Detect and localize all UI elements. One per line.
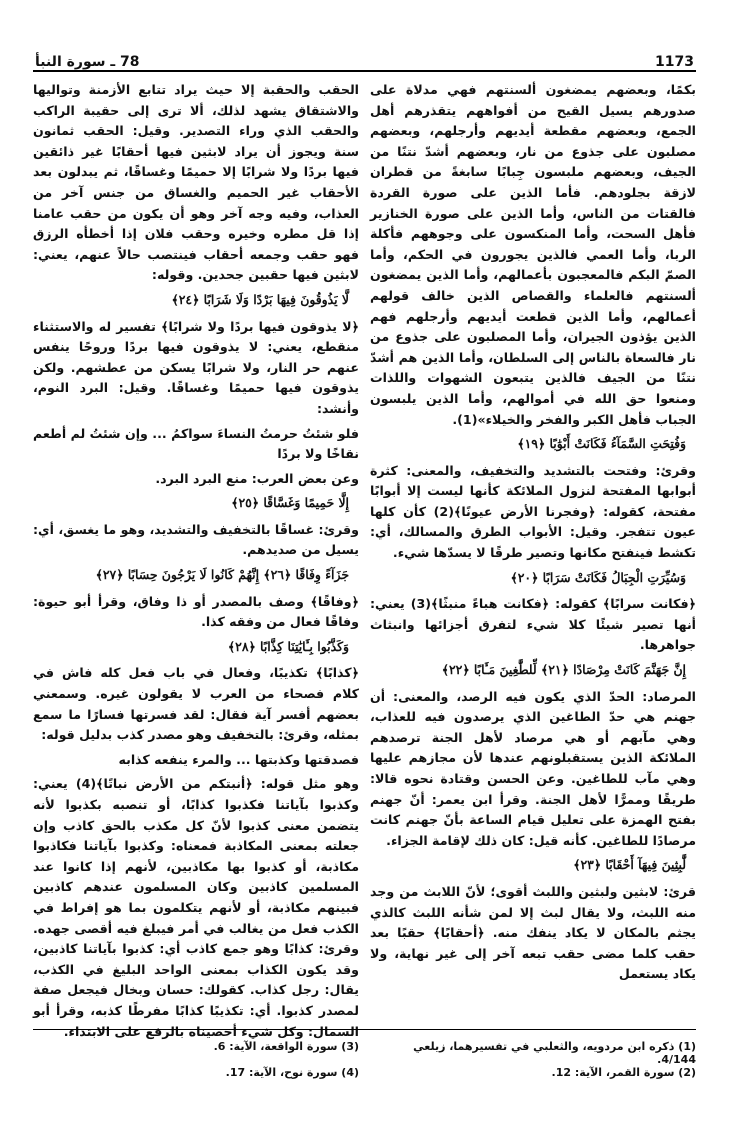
right-column — [370, 80, 696, 1016]
quran-verse: وَكَذَّبُوا بِـَٔايَٰتِنَا كِذَّابًا ﴿٢٨﴾ — [227, 638, 349, 654]
footnote-4: (4) سورة نوح، الآية: 17. — [225, 1066, 359, 1079]
paragraph: ﴿كذابًا﴾ تكذيبًا، وفعال في باب فعل كله فاش في كلام فصحاء من العرب لا يقولون غيره. وسمعني بعضهم أفسر آية فقال: لقد فسرتها فسارًا ما سمع بمثله، وقرئ: بالتخفيف وهو مصدر كذب بدليل قوله: — [33, 665, 359, 743]
footnote-1: (1) ذكره ابن مردويه، والثعلبي في تفسيرهما، زيلعي 4/144. — [413, 1040, 696, 1066]
paragraph: المرصاد: الحدّ الذي يكون فيه الرصد، والمعنى: أن جهنم هي حدّ الطاغين الذي يرصدون فيه للعذاب، وهي مآبهم أو هي مرصاد لأهل الجنة ترصدهم الملائكة الذين يستقبلونهم عندها لأن مجازهم عليها وهي مآب للطاغين. وعن الحسن وقتادة نحوه قالا: طريقًا وممرًّا لأهل الجنة. وقرأ ابن يعمر: أنّ جهنم بفتح الهمزة على تعليل قيام الساعة بأنّ جهنم كانت مرصادًا للطاغين. كأنه قيل: كان ذلك لإقامة الجزاء. — [370, 688, 696, 848]
quran-verse: وَفُتِحَتِ السَّمَآءُ فَكَانَتْ أَبْوَٰبًا ﴿١٩﴾ — [517, 436, 686, 452]
paragraph: الحقب والحقبة إلا حيث يراد تتابع الأزمنة وتواليها والاشتقاق يشهد لذلك، ألا ترى إلى حقيبة الراكب والحقب الذي وراء التصدير. وقيل: الحقب ثمانون سنة ويجوز أن يراد لابثين فيها أحقابًا غير ذائقين فيها بردًا ولا شرابًا إلا حميمًا وغساقًا، ثم يبدلون بعد الأحقاب غير الحميم والغساق من جنس آخر من العذاب، وفيه وجه آخر وهو أن يكون من حقب عامنا إذا قل مطره وخيره وحقب فلان إذا أخطأه الرزق فهو حقب وجمعه أحقاب فينتصب حالاً عنهم، يعني: لابثين فيها حقبين جحدين. وقوله: — [33, 82, 359, 283]
quran-verse: جَزَآءً وِفَاقًا ﴿٢٦﴾ إِنَّهُمْ كَانُوا لَا يَرْجُونَ حِسَابًا ﴿٢٧﴾ — [95, 567, 349, 583]
paragraph: بكمًا، وبعضهم يمضغون ألسنتهم فهي مدلاة على صدورهم يسيل القيح من أفواههم يتقذرهم أهل الجمع، وبعضهم مقطعة أيديهم وأرجلهم، وبعضهم مصلبون على جذوع من نار، وبعضهم أشدّ نتنًا من الجيف، وبعضهم ملبسون جِبابًا سابغةً من قطران لازقة بجلودهم. فأما الذين على صورة القردة فالقتات من الناس، وأما الذين على صورة الخنازير فأهل السحت، وأما المنكسون على وجوههم فأكلة الربا، وأما العمي فالذين يجورون في الحكم، وأما الصمّ البكم فالمعجبون بأعمالهم، وأما الذين يمضغون ألسنتهم فالعلماء والقصاص الذين خالف قولهم أعمالهم، وأما الذين قطعت أيديهم وأرجلهم فهم الذين يؤذون الجيران، وأما المصلبون على جذوع من نار فالسعاة بالناس إلى السلطان، وأما الذين هم أشدّ نتنًا من الجيف فالذين يتبعون الشهوات واللذات ومنعوا حق الله في أموالهم، وأما الذين يلبسون الجباب فأهل الكبر والفخر والخيلاء»(1). — [370, 82, 696, 427]
footnote-2: (2) سورة القمر، الآية: 12. — [551, 1066, 696, 1079]
page-header — [33, 52, 696, 72]
paragraph: وقرئ: وفتحت بالتشديد والتخفيف، والمعنى: كثرة أبوابها المفتحة لنزول الملائكة كأنها ليست إلا أبوابًا مفتحة، كقوله: ﴿وفجرنا الأرض عيونًا﴾(2) كأن كلها عيون تتفجر. وقيل: الأبواب الطرق والمسالك، أي: تكشط فينفتح مكانها وتصير طرقًا لا يسدّها شيء. — [370, 462, 696, 561]
paragraph: ﴿وفاقًا﴾ وصف بالمصدر أو ذا وفاق، وقرأ أبو حيوة: وفاقًا فعال من وفقه كذا. — [33, 593, 359, 630]
poem-line: فصدقتها وكذبتها ... والمرء ينفعه كذابه — [118, 751, 359, 767]
quran-verse: لَّا يَذُوقُونَ فِيهَا بَرْدًا وَلَا شَرَابًا ﴿٢٤﴾ — [171, 291, 349, 307]
poem-line: فلو شئتُ حرمتُ النساءَ سواكمُ ... وإن شئتُ لم أطعم نقاخًا ولا بردًا — [33, 425, 359, 462]
quran-verse: وَسُيِّرَتِ الْجِبَالُ فَكَانَتْ سَرَابًا ﴿٢٠﴾ — [510, 569, 686, 585]
footnote-divider — [33, 1029, 696, 1030]
footnote-3: (3) سورة الواقعة، الآية: 6. — [213, 1040, 359, 1053]
page-number: 1173 — [655, 54, 694, 70]
paragraph: ﴿لا يذوقون فيها بردًا ولا شرابًا﴾ تفسير له والاستثناء منقطع، يعني: لا يذوقون فيها بردًا وروحًا ينفس عنهم حر النار، ولا شرابًا يسكن من عطشهم. ولكن يذوقون فيها حميمًا وغساقًا. وقيل: البرد النوم، وأنشد: — [33, 318, 359, 416]
paragraph: وهو مثل قوله: ﴿أنبتكم من الأرض نباتًا﴾(4) يعني: وكذبوا بآياتنا فكذبوا كذابًا، أو تنصبه بكذبوا لأنه يتضمن معنى كذبوا لأنّ كل مكذب بالحق كاذب وإن جعلته بمعنى المكاذبة فمعناه: وكذبوا بآياتنا فكاذبوا مكاذبة، أو كذبوا بها مكاذبين، لأنهم إذا كانوا عند المسلمين كاذبين وكان المسلمون عندهم كاذبين فبينهم مكاذبة، أو لأنهم يتكلمون بما هو إفراط في الكذب فعل من يغالب في أمر فيبلغ فيه أقصى جهده. وقرئ: كذابًا وهو جمع كاذب أي: كذبوا بآياتنا كاذبين، وقد يكون الكذاب بمعنى الواحد البليغ في الكذب، يقال: رجل كذاب. كقولك: حسان وبخال فيجعل صفة لمصدر كذبوا. أي: تكذيبًا كذابًا مفرطًا كذبه، وقرأ أبو السمال: وكل شيء أحصيناه بالرفع على الابتداء. — [33, 776, 359, 1039]
paragraph: وعن بعض العرب: منع البرد البرد. — [155, 470, 359, 486]
paragraph: قرئ: لابثين ولبثين واللبث أقوى؛ لأنّ اللابث من وجد منه اللبث، ولا يقال لبث إلا لمن شأنه اللبث كالذي يجثم بالمكان لا يكاد ينفك منه. ﴿أحقابًا﴾ حقبًا بعد حقب كلما مضى حقب تبعه آخر إلى غير نهاية، ولا يكاد يستعمل — [370, 883, 696, 982]
paragraph: ﴿فكانت سرابًا﴾ كقوله: ﴿فكانت هباءً منبثًا﴾(3) يعني: أنها تصير شيئًا كلا شيء لتفرق أجزائها وانبثاث جواهرها. — [370, 596, 696, 653]
surah-title: 78 ـ سورة النبأ — [35, 54, 140, 70]
header-divider — [33, 70, 696, 72]
quran-verse: إِنَّ جَهَنَّمَ كَانَتْ مِرْصَادًا ﴿٢١﴾ لِّلطَّٰغِينَ مَـَٔابًا ﴿٢٢﴾ — [441, 662, 686, 678]
quran-verse: إِلَّا حَمِيمًا وَغَسَّاقًا ﴿٢٥﴾ — [231, 495, 349, 511]
left-column — [33, 80, 359, 1039]
paragraph: وقرئ: غساقًا بالتخفيف والتشديد، وهو ما يغسق، أي: يسيل من صديدهم. — [33, 521, 359, 558]
quran-verse: لَّٰبِثِينَ فِيهَآ أَحْقَابًا ﴿٢٣﴾ — [573, 857, 686, 873]
